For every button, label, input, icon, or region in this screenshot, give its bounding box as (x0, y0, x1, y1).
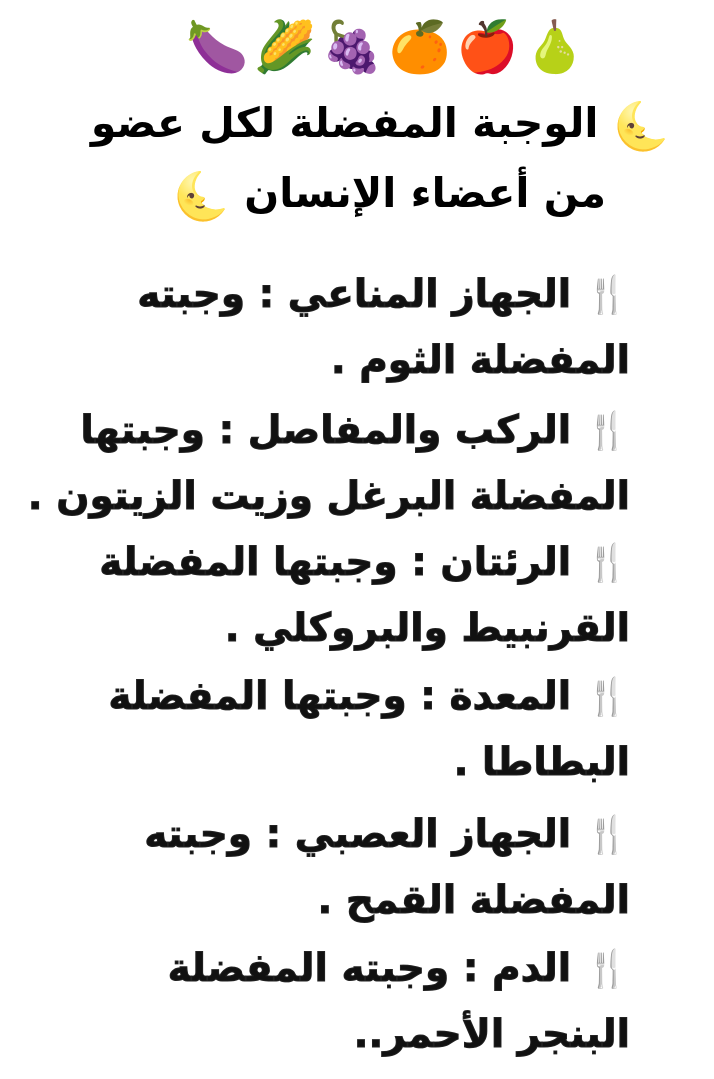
fork-knife-icon: 🍴 (585, 815, 630, 856)
crescent-moon-icon: 🌜 (612, 99, 670, 153)
list-item-line-1: المعدة : وجبتها المفضلة (108, 674, 572, 719)
fork-knife-icon: 🍴 (585, 677, 630, 718)
fruit-vegetable-emoji-row (186, 14, 586, 80)
fork-knife-icon: 🍴 (585, 275, 630, 316)
fork-knife-icon: 🍴 (585, 949, 630, 990)
list-item (99, 530, 630, 597)
list-item (144, 802, 630, 869)
list-item-line-2: المفضلة البرغل وزيت الزيتون . (27, 474, 630, 519)
list-item-line-2: المفضلة القمح . (317, 878, 630, 923)
title-text-1: الوجبة المفضلة لكل عضو (90, 99, 599, 147)
apple-icon: 🍎 (456, 18, 519, 76)
list-item-line-1: الرئتان : وجبتها المفضلة (99, 540, 572, 585)
list-item-line-2: المفضلة الثوم . (330, 338, 630, 383)
corn-icon: 🌽 (253, 18, 316, 76)
fork-knife-icon: 🍴 (585, 411, 630, 452)
list-item-line-1: الجهاز العصبي : وجبته (144, 812, 572, 857)
title-line-1 (91, 88, 670, 161)
eggplant-icon: 🍆 (186, 18, 249, 76)
list-item-line-2: البطاطا . (453, 740, 630, 785)
list-item (80, 398, 630, 465)
list-item (137, 262, 630, 329)
list-item-line-1: الجهاز المناعي : وجبته (137, 272, 572, 317)
title-line-2 (173, 158, 606, 231)
list-item-line-2: القرنبيط والبروكلي . (224, 606, 630, 651)
crescent-moon-icon: 🌜 (172, 169, 230, 223)
orange-icon: 🍊 (388, 18, 451, 76)
title-text-2: من أعضاء الإنسان (244, 169, 606, 217)
pear-icon: 🍐 (523, 18, 586, 76)
list-item (168, 936, 630, 1003)
list-item-line-1: الركب والمفاصل : وجبتها (80, 408, 572, 453)
fork-knife-icon: 🍴 (585, 543, 630, 584)
list-item-line-2: البنجر الأحمر.. (353, 1012, 630, 1057)
grapes-icon: 🍇 (321, 18, 384, 76)
list-item (108, 664, 630, 731)
list-item-line-1: الدم : وجبته المفضلة (167, 946, 572, 991)
